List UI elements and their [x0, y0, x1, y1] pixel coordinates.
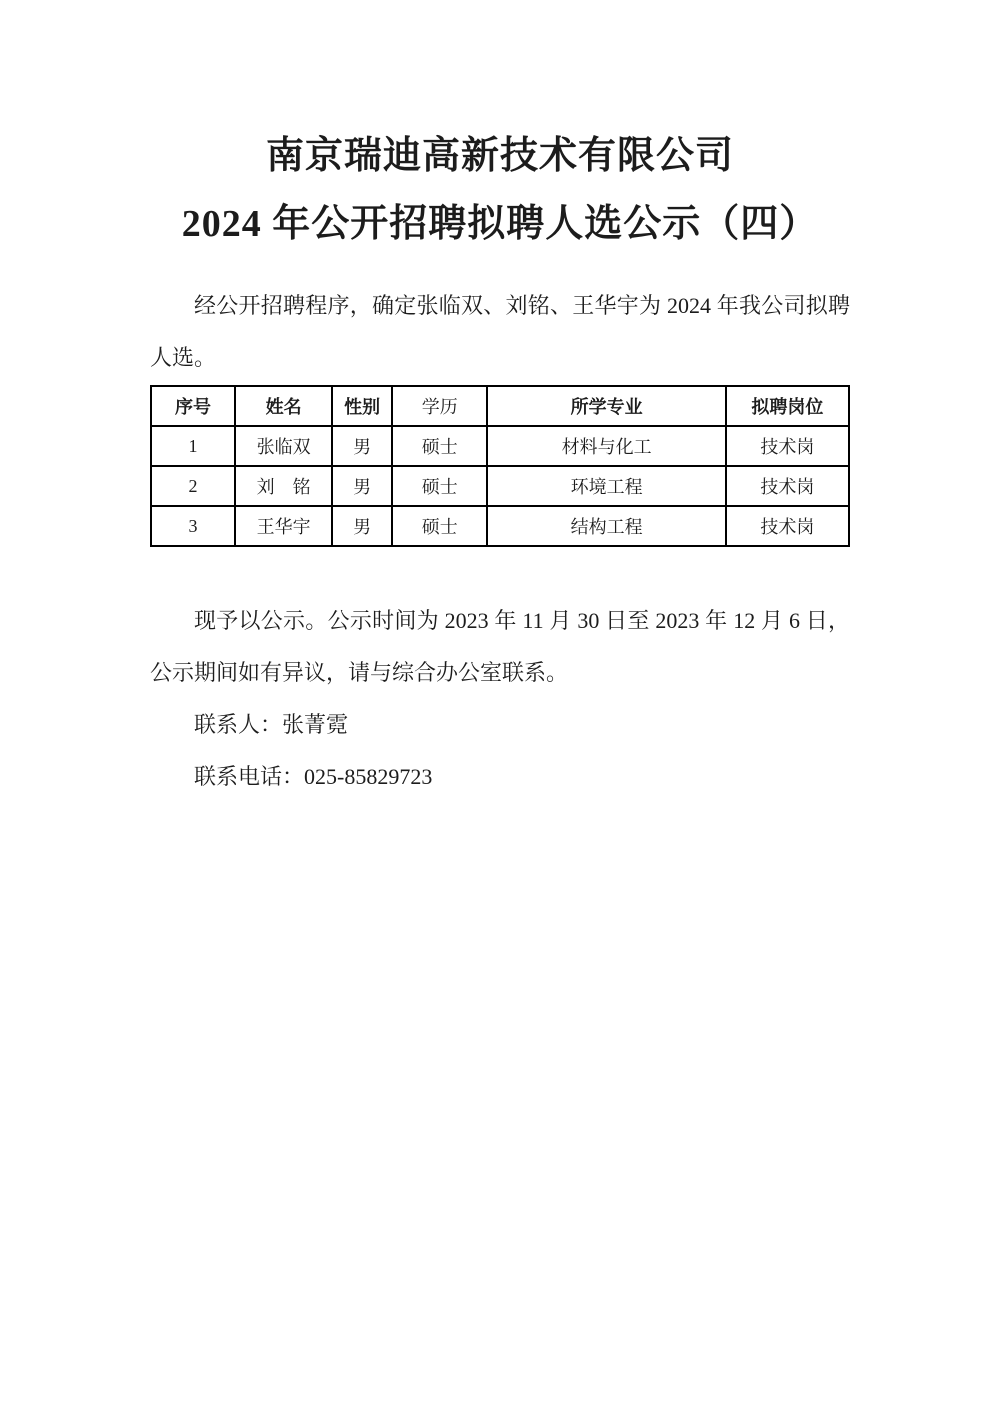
cell-name: 王华宇 [235, 506, 332, 546]
table-row-3 [151, 506, 849, 546]
cell-position: 技术岗 [726, 506, 849, 546]
table-header-row [151, 386, 849, 426]
cell-serial: 2 [151, 466, 235, 506]
cell-position: 技术岗 [726, 426, 849, 466]
intro-paragraph: 经公开招聘程序，确定张临双、刘铭、王华宇为 2024 年我公司拟聘人选。 [150, 293, 850, 370]
document-title-line-2: 2024 年公开招聘拟聘人选公示（四） [181, 203, 819, 245]
table-row-2 [151, 466, 849, 506]
cell-gender: 男 [332, 506, 392, 546]
cell-gender: 男 [332, 466, 392, 506]
cell-gender: 男 [332, 426, 392, 466]
cell-major: 结构工程 [487, 506, 725, 546]
contact-phone-line: 联系电话：025-85829723 [194, 764, 433, 789]
candidates-table [150, 385, 850, 547]
cell-major: 环境工程 [487, 466, 725, 506]
cell-name: 刘 铭 [235, 466, 332, 506]
table-row-1 [151, 426, 849, 466]
cell-position: 技术岗 [726, 466, 849, 506]
document-content [150, 0, 850, 803]
cell-education: 硕士 [392, 426, 487, 466]
cell-education: 硕士 [392, 506, 487, 546]
cell-name: 张临双 [235, 426, 332, 466]
notice-paragraph: 现予以公示。公示时间为 2023 年 11 月 30 日至 2023 年 12 月 6 日，公示期间如有异议，请与综合办公室联系。 [150, 608, 850, 685]
header-cell-position: 拟聘岗位 [726, 386, 849, 426]
title-block [150, 0, 850, 253]
header-cell-name: 姓名 [235, 386, 332, 426]
contact-person-line: 联系人：张菁霓 [194, 712, 349, 737]
cell-education: 硕士 [392, 466, 487, 506]
header-cell-serial: 序号 [151, 386, 235, 426]
cell-serial: 3 [151, 506, 235, 546]
document-title-line-1: 南京瑞迪高新技术有限公司 [265, 135, 734, 177]
header-cell-education: 学历 [392, 386, 487, 426]
cell-major: 材料与化工 [487, 426, 725, 466]
cell-serial: 1 [151, 426, 235, 466]
header-cell-major: 所学专业 [487, 386, 725, 426]
header-cell-gender: 性别 [332, 386, 392, 426]
